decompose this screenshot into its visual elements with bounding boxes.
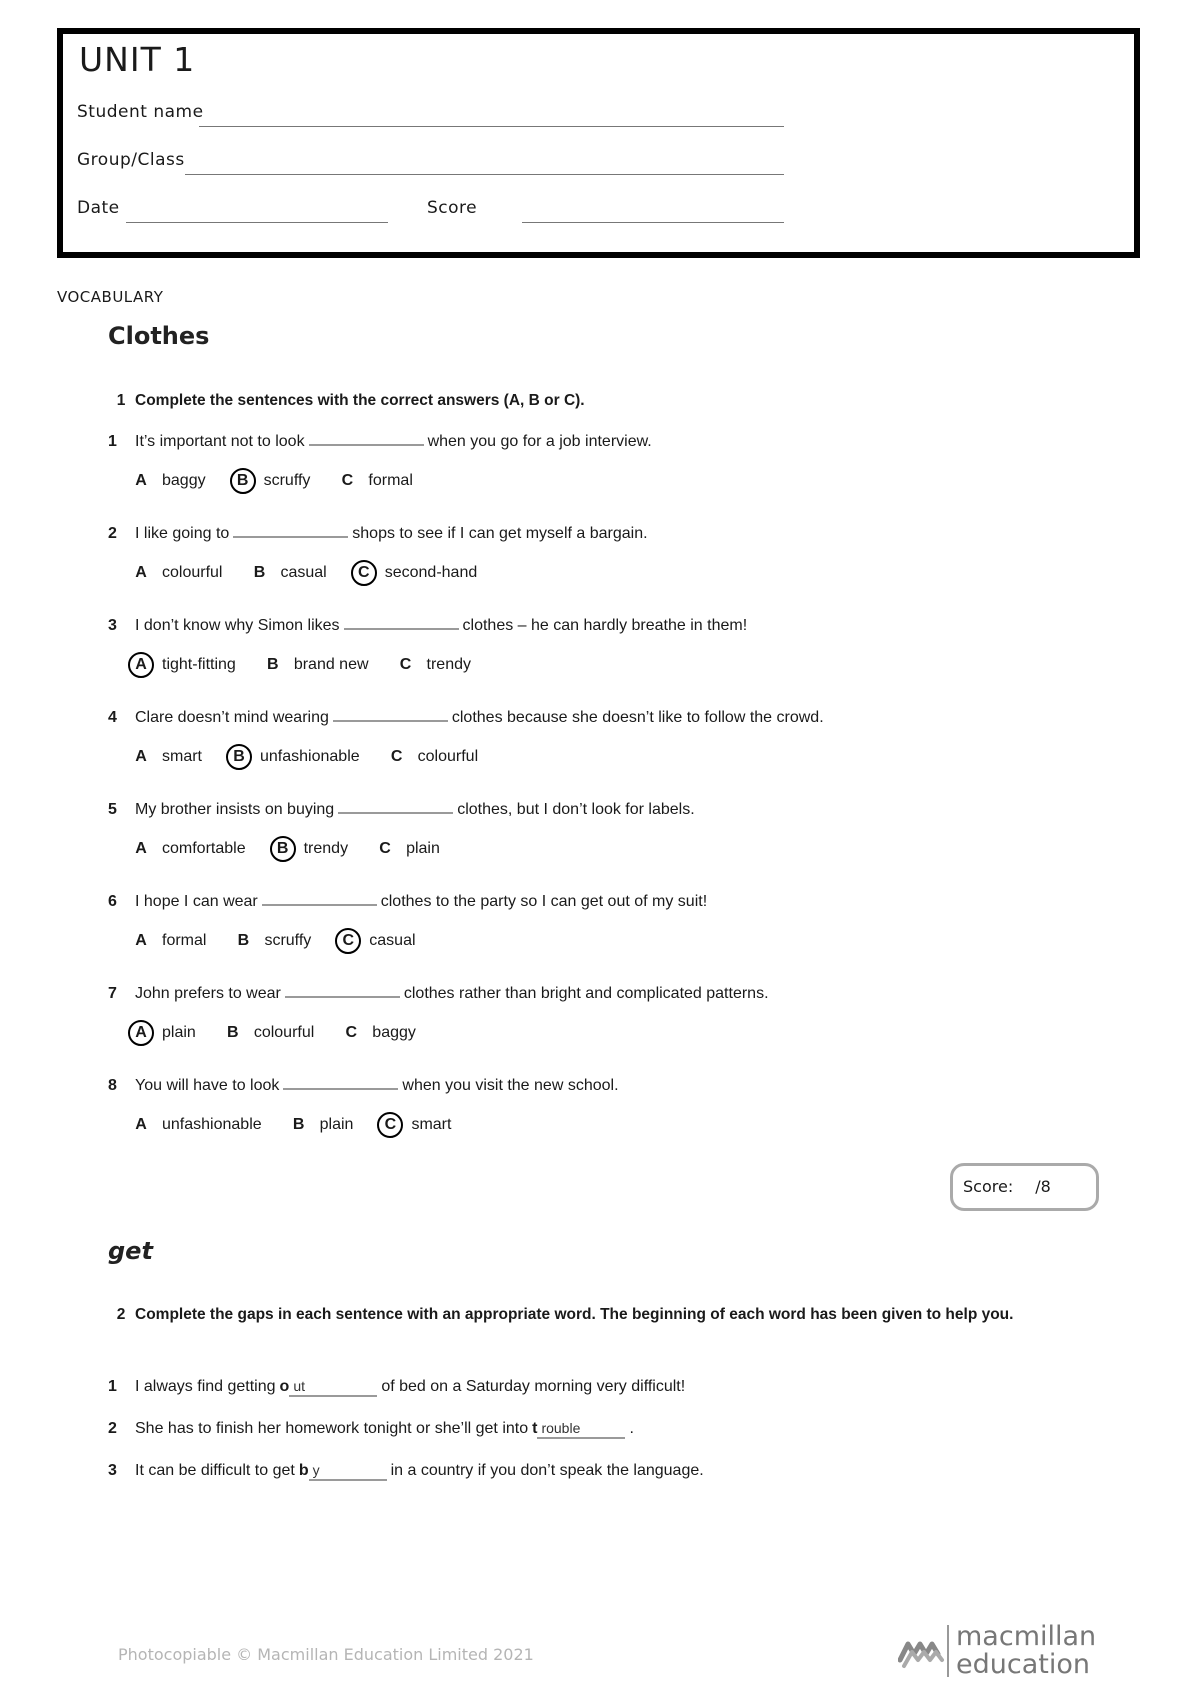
part1-instruction (112, 387, 1072, 414)
option-letter-c: C (379, 840, 391, 857)
question-text-before: I don’t know why Simon likes (135, 617, 340, 634)
option-letter-c: C (345, 1024, 358, 1041)
instruction-text: Complete the gaps in each sentence with an appropriate word. The beginning of each word has been given to help you. (135, 1306, 1014, 1323)
option-a[interactable] (128, 1110, 262, 1140)
question-number: 3 (108, 1462, 117, 1479)
option-letter-b: B (292, 1116, 305, 1133)
question-text-before: She has to finish her homework tonight or she’ll get into (135, 1420, 529, 1437)
option-letter-b: B (267, 656, 279, 673)
question-6 (106, 888, 707, 912)
part1-score-box (950, 1163, 1099, 1211)
option-letter-a: A (135, 748, 147, 765)
option-word: casual (369, 932, 416, 949)
option-word: casual (280, 564, 327, 581)
answer-blank[interactable] (338, 796, 453, 814)
option-word: trendy (426, 656, 471, 673)
question-number: 5 (108, 801, 117, 818)
question-text-after: clothes rather than bright and complicated patterns. (403, 985, 769, 1002)
options-8 (128, 1110, 475, 1140)
option-word: second-hand (384, 564, 478, 581)
question-text-before: I always find getting (135, 1378, 276, 1395)
copyright-text: Photocopiable © Macmillan Education Limited 2021 (118, 1645, 534, 1664)
option-b[interactable] (226, 742, 360, 772)
option-a[interactable] (128, 558, 222, 588)
answer-blank[interactable] (283, 1072, 398, 1090)
option-word: plain (162, 1024, 196, 1041)
option-word: unfashionable (162, 1116, 262, 1133)
option-b[interactable] (220, 1018, 314, 1048)
instruction-text: Complete the sentences with the correct answers (A, B or C). (135, 392, 585, 409)
part2-title: get (108, 1237, 153, 1265)
question-2 (106, 520, 648, 544)
option-letter-b: B (230, 468, 256, 494)
option-b[interactable] (270, 834, 348, 864)
part1-title: Clothes (108, 322, 210, 350)
option-word: tight-fitting (162, 656, 236, 673)
option-a[interactable] (128, 742, 202, 772)
option-c[interactable] (338, 1018, 416, 1048)
option-word: colourful (162, 564, 223, 581)
answer-blank[interactable] (344, 612, 459, 630)
option-letter-b: B (226, 744, 252, 770)
option-a[interactable] (128, 834, 246, 864)
option-letter-a: A (128, 1020, 154, 1046)
option-c[interactable] (393, 650, 471, 680)
option-letter-a: A (135, 840, 147, 857)
option-letter-c: C (390, 748, 403, 765)
instruction-number: 1 (116, 392, 126, 409)
option-word: baggy (162, 472, 206, 489)
answer-blank[interactable] (262, 888, 377, 906)
option-b[interactable] (230, 466, 311, 496)
score-label: Score (427, 198, 478, 218)
gap-question-1 (106, 1375, 685, 1399)
question-8 (106, 1072, 619, 1096)
logo-divider (947, 1625, 949, 1677)
question-4 (106, 704, 824, 728)
question-text-after: shops to see if I can get myself a bargain. (352, 525, 648, 542)
question-text-before: You will have to look (135, 1077, 280, 1094)
answer-blank[interactable] (285, 980, 400, 998)
option-letter-a: A (128, 652, 154, 678)
question-number: 1 (108, 433, 117, 450)
option-a[interactable] (128, 1018, 196, 1048)
answer-blank[interactable] (309, 428, 424, 446)
option-letter-c: C (377, 1112, 403, 1138)
score-box-total: /8 (1035, 1177, 1051, 1196)
gap-question-3 (106, 1459, 704, 1483)
question-number: 4 (108, 709, 117, 726)
question-1 (106, 428, 652, 452)
logo-line2: education (956, 1649, 1090, 1680)
student-name-label: Student name (77, 102, 204, 122)
option-word: trendy (303, 840, 349, 857)
option-b[interactable] (230, 926, 311, 956)
score-field[interactable] (522, 222, 784, 223)
student-info-box (57, 28, 1140, 258)
logo-line1: macmillan (956, 1621, 1097, 1652)
option-letter-a: A (135, 932, 147, 949)
first-letter: b (298, 1462, 309, 1479)
question-number: 6 (108, 893, 117, 910)
option-b[interactable] (260, 650, 369, 680)
option-word: scruffy (263, 472, 311, 489)
options-6 (128, 926, 440, 956)
answer-gap[interactable]: ut (289, 1377, 377, 1397)
question-text-after: clothes to the party so I can get out of my suit! (380, 893, 708, 910)
question-text-after: . (629, 1420, 634, 1437)
option-word: smart (162, 748, 202, 765)
option-letter-b: B (227, 1024, 239, 1041)
option-letter-b: B (253, 564, 266, 581)
macmillan-logo (898, 1622, 1098, 1682)
options-3 (128, 650, 495, 680)
option-c[interactable] (384, 742, 478, 772)
question-5 (106, 796, 695, 820)
option-word: unfashionable (260, 748, 360, 765)
option-word: plain (319, 1116, 354, 1133)
option-a[interactable] (128, 650, 236, 680)
answer-blank[interactable] (233, 520, 348, 538)
section-label: VOCABULARY (57, 288, 164, 306)
gap-question-2 (106, 1417, 634, 1441)
question-number: 8 (108, 1077, 117, 1094)
group-class-label: Group/Class (77, 150, 185, 170)
date-field[interactable] (126, 222, 388, 223)
macmillan-logo-icon (898, 1630, 948, 1670)
option-word: formal (162, 932, 207, 949)
question-text-before: My brother insists on buying (135, 801, 335, 818)
date-label: Date (77, 198, 120, 218)
option-c[interactable] (351, 558, 478, 588)
options-4 (128, 742, 502, 772)
option-b[interactable] (246, 558, 326, 588)
options-2 (128, 558, 501, 588)
option-word: scruffy (264, 932, 312, 949)
question-text-after: clothes – he can hardly breathe in them! (462, 617, 748, 634)
option-letter-b: B (237, 932, 250, 949)
option-c[interactable] (335, 926, 415, 956)
question-number: 2 (108, 525, 117, 542)
option-letter-c: C (399, 656, 412, 673)
options-1 (128, 466, 437, 496)
question-text-before: Clare doesn’t mind wearing (135, 709, 329, 726)
option-letter-c: C (341, 472, 354, 489)
option-c[interactable] (372, 834, 440, 864)
option-word: formal (368, 472, 413, 489)
option-letter-b: B (270, 836, 296, 862)
question-text-after: when you go for a job interview. (427, 433, 652, 450)
group-class-field[interactable] (185, 174, 784, 175)
question-text-after: of bed on a Saturday morning very difficult! (381, 1378, 686, 1395)
question-text-before: I hope I can wear (135, 893, 258, 910)
option-c[interactable] (334, 466, 412, 496)
question-number: 7 (108, 985, 117, 1002)
question-text-after: when you visit the new school. (402, 1077, 619, 1094)
option-word: comfortable (162, 840, 246, 857)
option-letter-a: A (135, 1116, 147, 1133)
option-letter-c: C (351, 560, 377, 586)
question-text-after: clothes, but I don’t look for labels. (457, 801, 695, 818)
question-number: 3 (108, 617, 117, 634)
options-7 (128, 1018, 440, 1048)
question-text-before: It can be difficult to get (135, 1462, 295, 1479)
question-text-before: I like going to (135, 525, 230, 542)
question-number: 2 (108, 1420, 117, 1437)
first-letter: o (279, 1378, 290, 1395)
question-text-before: It’s important not to look (135, 433, 305, 450)
option-word: smart (411, 1116, 452, 1133)
option-letter-c: C (335, 928, 361, 954)
option-letter-a: A (135, 564, 147, 581)
options-5 (128, 834, 464, 864)
option-word: brand new (293, 656, 369, 673)
unit-title: UNIT 1 (79, 40, 196, 79)
option-c[interactable] (377, 1110, 451, 1140)
option-a[interactable] (128, 926, 206, 956)
question-7 (106, 980, 769, 1004)
student-name-field[interactable] (199, 126, 784, 127)
option-b[interactable] (286, 1110, 354, 1140)
option-word: colourful (253, 1024, 315, 1041)
question-3 (106, 612, 747, 636)
score-box-label: Score: (963, 1177, 1014, 1196)
answer-blank[interactable] (333, 704, 448, 722)
question-text-before: John prefers to wear (135, 985, 281, 1002)
first-letter: t (532, 1420, 538, 1437)
question-number: 1 (108, 1378, 117, 1395)
option-a[interactable] (128, 466, 206, 496)
option-word: colourful (417, 748, 479, 765)
option-word: plain (406, 840, 440, 857)
question-text-after: clothes because she doesn’t like to follow the crowd. (451, 709, 824, 726)
instruction-number: 2 (116, 1306, 126, 1323)
question-text-after: in a country if you don’t speak the language. (390, 1462, 704, 1479)
option-letter-a: A (135, 472, 147, 489)
part2-instruction (112, 1301, 1072, 1328)
option-word: baggy (372, 1024, 416, 1041)
answer-gap[interactable]: rouble (537, 1419, 625, 1439)
answer-gap[interactable]: y (309, 1461, 387, 1481)
